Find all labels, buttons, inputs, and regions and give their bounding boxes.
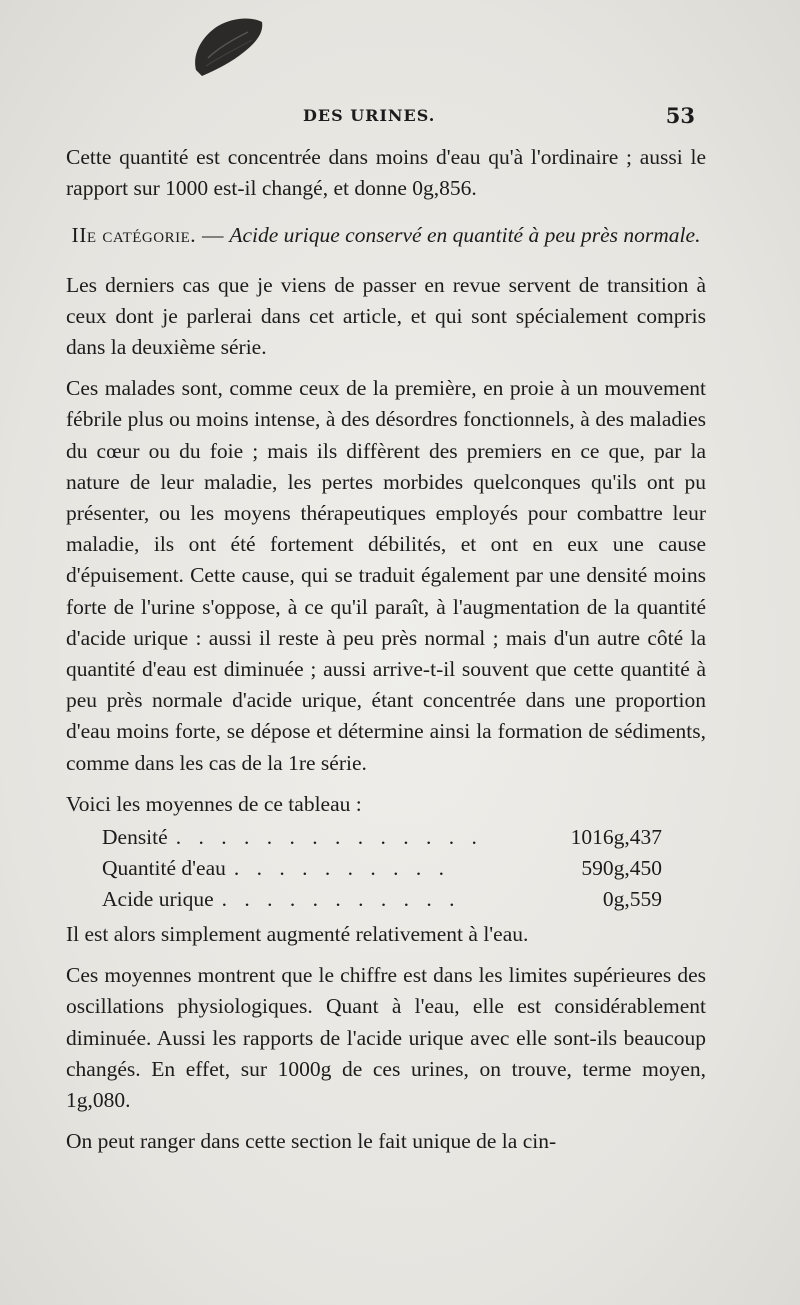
paragraph-2: Les derniers cas que je viens de passer en revue servent de transition à ceux dont je parlerai dans cet article, et qui sont spécialement compris dans la deuxième série.: [66, 272, 706, 360]
running-title: DES URINES.: [303, 106, 436, 125]
category-label: IIe catégorie. —: [71, 223, 224, 248]
paragraph-7: On peut ranger dans cette section le fait unique de la cin-: [66, 1129, 557, 1154]
averages-row-eau: [102, 853, 662, 884]
paragraph-3: Ces malades sont, comme ceux de la première, en proie à un mouvement fébrile plus ou moins intense, à des désordres fonctionnels, à des maladies du cœur ou du foie ; mais ils diffèrent des premiers en ce que, par la nature de leur maladie, les pertes morbides quelconques qu'ils ont pu présenter, ou les moyens thérapeutiques employés pour combattre leur maladie, ils ont été fortement débilités, et ont en eux une cause d'épuisement. Cette cause, qui se traduit également par une densité moins forte de l'urine s'oppose, à ce qu'il paraît, à l'augmentation de la quantité d'acide urique : aussi il reste à peu près normal ; mais d'un autre côté la quantité d'eau est diminuée ; aussi arrive-t-il souvent que cette quantité à peu près normale d'acide urique, étant concentrée dans une proportion d'eau moins forte, se dépose et détermine ainsi la formation de sédiments, comme dans les cas de la 1re série.: [66, 376, 706, 775]
averages-row-densite: [102, 822, 662, 853]
leader-dots: . . . . . . . . . . .: [221, 887, 461, 912]
paragraph-6: Ces moyennes montrent que le chiffre est dans les limites supérieures des oscillations physiologiques. Quant à l'eau, elle est considérablement diminuée. Aussi les rapports de l'acide urique avec elle sont-ils beaucoup changés. En effet, sur 1000g de ces urines, on trouve, terme moyen, 1g,080.: [66, 963, 706, 1113]
category-title: Acide urique conservé en quantité à peu près normale.: [229, 223, 701, 248]
section-heading: [66, 220, 706, 251]
ink-stain-image: [188, 14, 266, 76]
paragraph-5: Il est alors simplement augmenté relativement à l'eau.: [66, 922, 529, 947]
page-header: [70, 103, 695, 130]
average-value: 0g,559: [602, 887, 662, 912]
average-label: Acide urique: [102, 887, 214, 912]
average-label: Quantité d'eau: [102, 856, 226, 881]
averages-row-acide: [102, 884, 662, 915]
page-number: 53: [665, 103, 695, 128]
averages-table: [102, 822, 662, 915]
average-value: 590g,450: [581, 856, 662, 881]
leader-dots: . . . . . . . . . .: [233, 856, 450, 881]
paragraph-4: Voici les moyennes de ce tableau :: [66, 791, 362, 816]
average-value: 1016g,437: [570, 825, 662, 850]
page-body: [66, 142, 706, 1157]
paragraph-1: Cette quantité est concentrée dans moins d'eau qu'à l'ordinaire ; aussi le rapport sur 1000 est-il changé, et donne 0g,856.: [66, 145, 706, 201]
leader-dots: . . . . . . . . . . . . . .: [175, 825, 483, 850]
average-label: Densité: [102, 825, 168, 850]
